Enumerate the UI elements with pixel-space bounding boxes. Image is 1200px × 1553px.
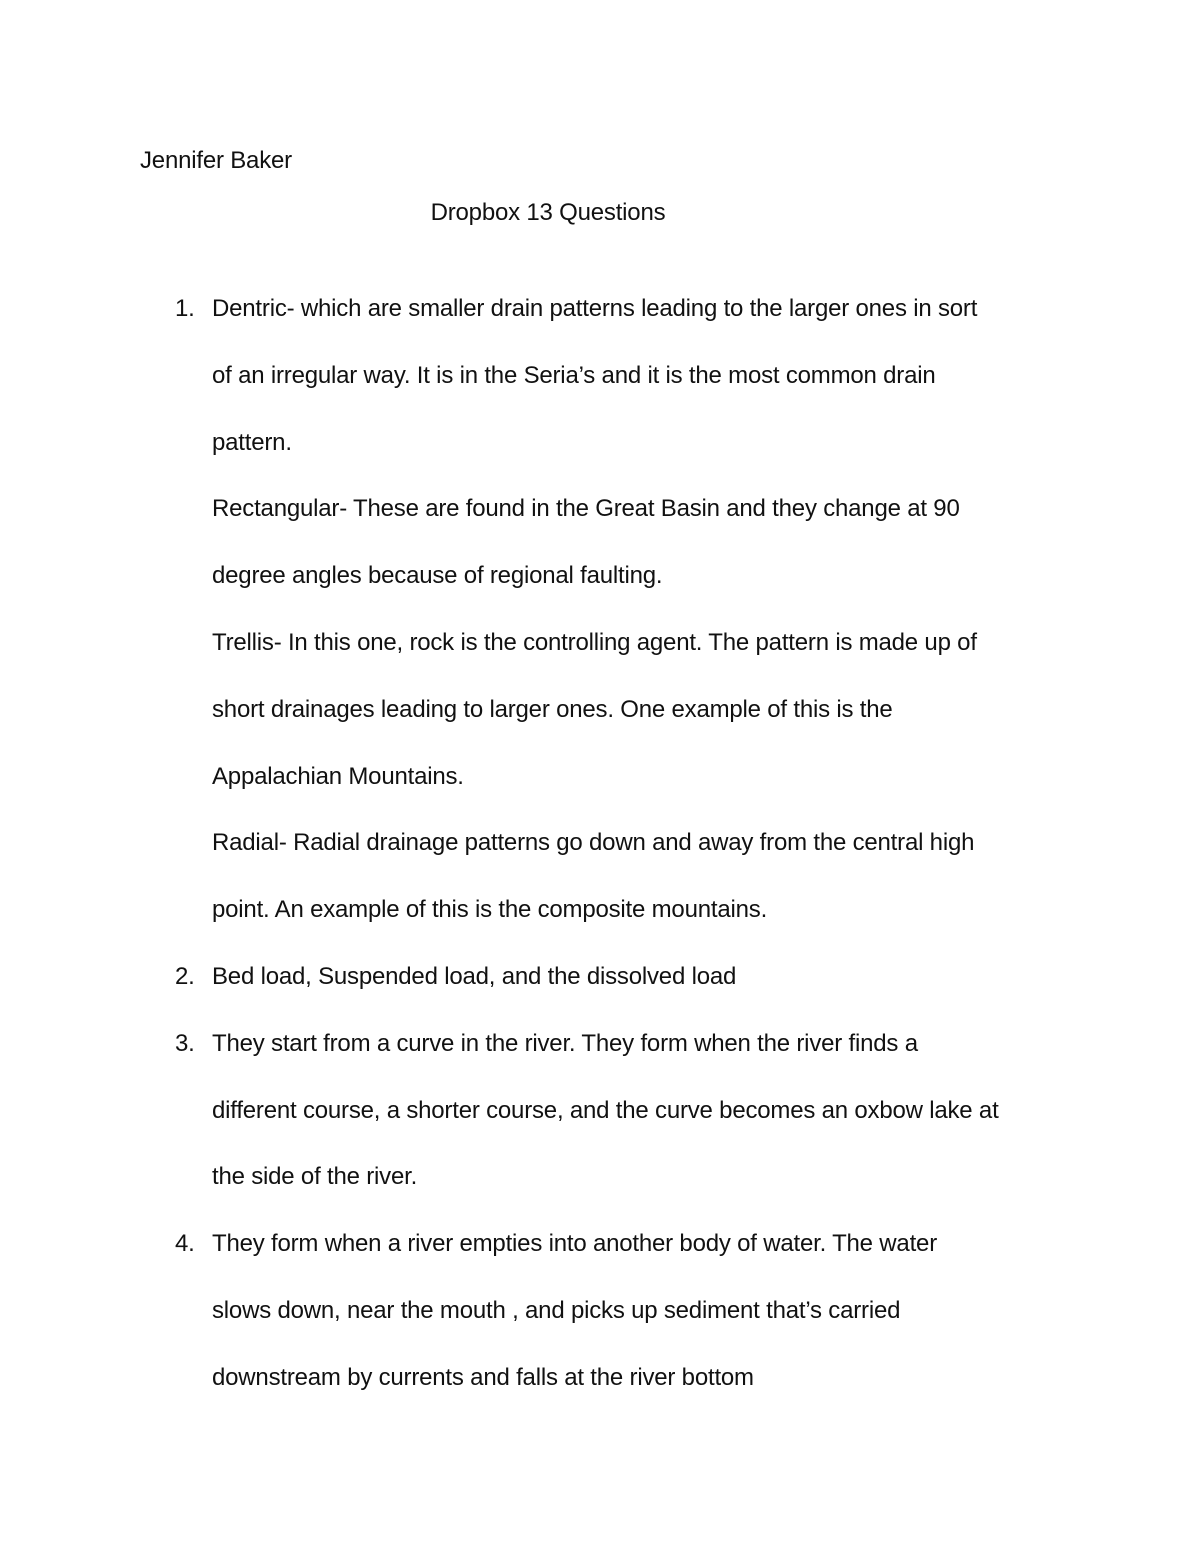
answer-text-line: different course, a shorter course, and the curve becomes an oxbow lake at <box>212 1096 999 1124</box>
answer-text-line: Appalachian Mountains. <box>212 762 464 790</box>
answer-number: 4. <box>175 1230 195 1258</box>
answer-text-line: the side of the river. <box>212 1163 418 1191</box>
answer-text-line: pattern. <box>212 428 292 456</box>
answer-text-line: Trellis- In this one, rock is the controlling agent. The pattern is made up of <box>212 629 977 656</box>
answer-text-line: Rectangular- These are found in the Great Basin and they change at 90 <box>212 495 960 523</box>
answer-text-line: Bed load, Suspended load, and the dissolved load <box>212 963 737 990</box>
answer-text-line: They start from a curve in the river. They form when the river finds a <box>212 1029 918 1057</box>
answer-text-line: slows down, near the mouth , and picks up sediment that’s carried <box>212 1297 901 1324</box>
answer-text-line: Radial- Radial drainage patterns go down and away from the central high <box>212 829 975 857</box>
answer-number: 3. <box>175 1029 195 1057</box>
answer-text-line: short drainages leading to larger ones. One example of this is the <box>212 695 893 723</box>
answer-text-line: of an irregular way. It is in the Seria’s and it is the most common drain <box>212 361 936 389</box>
answer-text-line: point. An example of this is the composite mountains. <box>212 896 768 924</box>
answer-text-line: downstream by currents and falls at the river bottom <box>212 1363 754 1391</box>
document-title: Dropbox 13 Questions <box>430 199 666 226</box>
answer-number: 1. <box>175 295 195 322</box>
author-name: Jennifer Baker <box>140 147 292 174</box>
answer-text-line: degree angles because of regional faulting. <box>212 562 663 590</box>
answer-number: 2. <box>175 963 195 990</box>
answer-text-line: Dentric- which are smaller drain patterns leading to the larger ones in sort <box>212 295 978 322</box>
answer-text-line: They form when a river empties into another body of water. The water <box>212 1230 937 1258</box>
